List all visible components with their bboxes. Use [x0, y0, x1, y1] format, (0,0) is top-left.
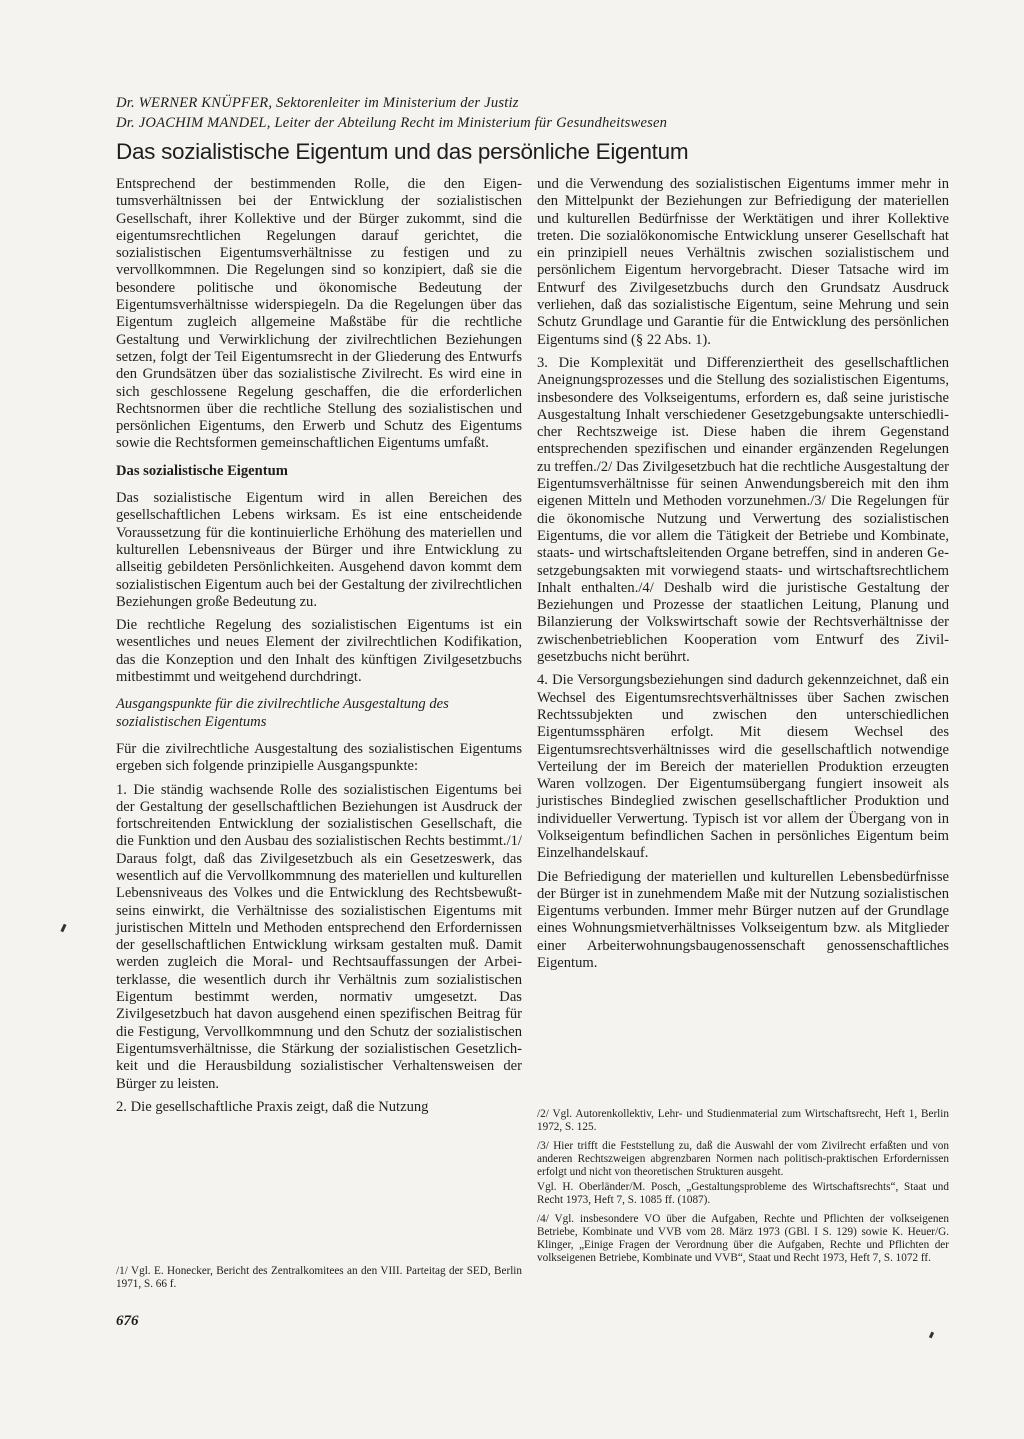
left-column	[116, 176, 522, 1122]
paragraph: Das sozialistische Eigentum wird in allen Bereichen des gesellschaftlichen Lebens wirksam. Es ist eine entscheidende Voraussetzung für die kontinuierliche Erhöhung des materiellen und kulturellen Lebensniveaus der Bürger und ihre Entwicklung zu allseitig gebildeten Persönlichkeiten. Ausgehend davon kommt dem sozialistischen Eigentum auch bei der Gestaltung der zivilrechtlichen Beziehungen große Bedeutung zu.	[116, 490, 522, 610]
page-number: 676	[116, 1313, 139, 1329]
paragraph: 1. Die ständig wachsende Rolle des sozialistischen Eigentums bei der Gestaltung der gesellschaftlichen Beziehungen ist Ausdruck der fortschreitenden Entwicklung der sozialistischen Gesellschaft, die die Funktion und den Ausbau des sozialistischen Rechts bestimmt./1/ Daraus folgt, daß das Zivilgesetzbuch als ein Gesetzeswerk, das wesentlich auf die Vervollkommnung des materiellen und kulturellen Lebensniveaus des Volkes und die Entwicklung des Rechtsbewußtseins einwirkt, die Verhältnisse des sozialistischen Eigentums mit juristischen Mitteln und Methoden entsprechend den Erfordernissen der gesellschaftlichen Entwicklung wirksam gestalten muß. Damit werden zugleich die Moral- und Rechtsauffassungen der Arbeiterklasse, die wesentlich durch ihr Verhältnis zum sozialistischen Eigentum bestimmt werden, normativ umgesetzt. Das Zivilgesetzbuch hat davon ausgehend einen spezifischen Beitrag für die Festigung, Vervollkommnung und den Schutz der sozialistischen Eigentumsverhältnisse, die Stärkung der sozialistischen Gesetzlichkeit und die Herausbildung sozialistischer Verhaltensweisen der Bürger zu leisten.	[116, 781, 522, 1092]
paragraph: 4. Die Versorgungsbeziehungen sind dadurch gekennzeichnet, daß ein Wechsel des Eigentumsrechtsverhältnisses über Sachen zwischen Rechtssubjekten und zwischen den unterschiedlichen Eigentumssphären erfolgt. Mit diesem Wechsel des Eigentumsrechtsverhältnisses wird die gesellschaftlich notwendige Verteilung der im Bereich der materiellen Produktion erzeugten Waren vollzogen. Der Eigentumsübergang fungiert insoweit als juristisches Bindeglied zwischen gesellschaftlicher Produktion und individueller Verwertung. Typisch ist vor allem der Übergang von in Volkseigentum befindlichen Sachen in persönliches Eigentum beim Einzelhandelskauf.	[537, 672, 949, 862]
author-line: Dr. JOACHIM MANDEL, Leiter der Abteilung Recht im Ministerium für Gesundheitswesen	[116, 115, 668, 131]
paragraph: 3. Die Komplexität und Differenziertheit des gesellschaftlichen Aneignungsprozesses und die Stellung des sozialistischen Eigentums, insbesondere des Volkseigentums, erfordern es, daß seine juristische Ausgestaltung Inhalt verschiedener Gesetzgebungsakte unterschiedlicher Rechtszweige ist. Diese haben die ihrem Gegenstand entsprechenden spezifischen und einander ergänzenden Regelungen zu treffen./2/ Das Zivilgesetzbuch hat die rechtliche Ausgestaltung der Eigentumsverhältnisse für seinen Anwendungsbereich mit den ihm eigenen Mitteln und Methoden vorzunehmen./3/ Die Regelungen für die ökonomische Nutzung und Verwertung des sozialistischen Eigentums, die vor allem die Tätigkeit der Betriebe und Kombinate, staats- und wirtschaftsleitenden Organe betreffen, sind in anderen Gesetzgebungsakten mit vorwiegend staats- und wirtschaftsrechtlichem Inhalt enthalten./4/ Deshalb wird die juristische Gestaltung der Beziehungen und Prozesse der staatlichen Leitung, Planung und Bilanzierung der Volkswirtschaft sowie der Rechtsverhältnisse der zwischenbetrieblichen Kooperation vom Entwurf des Zivilgesetzbuchs nicht berührt.	[537, 354, 949, 666]
footnotes-right	[537, 1108, 949, 1271]
paragraph: Die Befriedigung der materiellen und kulturellen Lebensbedürfnisse der Bürger ist in zunehmendem Maße mit der Nutzung sozialistischen Eigentums verbunden. Immer mehr Bürger nutzen auf der Grundlage eines Wohnungsmietverhältnisses Volkseigentum bzw. als Mitglieder einer Arbeiterwohnungsbaugenossenschaft genossenschaftliches Eigentum.	[537, 868, 949, 972]
article-title: Das sozialistische Eigentum und das persönliche Eigentum	[116, 139, 689, 164]
subsection-heading: Ausgangspunkte für die zivilrechtliche Ausgestaltung des sozialistischen Eigentums	[116, 696, 449, 730]
author-line: Dr. WERNER KNÜPFER, Sektorenleiter im Ministerium der Justiz	[116, 95, 519, 111]
paragraph: Entsprechend der bestimmenden Rolle, die den Eigentumsverhältnissen bei der Entwicklung der sozialistischen Gesellschaft, ihrer Kollektive und der Bürger zukommt, sind die eigentumsrechtlichen Regelungen darauf gerichtet, die sozialistischen Eigentumsverhältnisse zu festigen und zu vervollkommnen. Die Regelungen sind so konzipiert, daß sie die besondere politische und ökonomische Bedeutung der Eigentumsverhältnisse widerspiegeln. Da die Regelungen über das Eigentum zugleich allgemeine Maßstäbe für die rechtliche Gestaltung und Verwirklichung der zivilrechtlichen Beziehungen setzen, folgt der Teil Eigentumsrecht in der Gliederung des Entwurfs den Grundsätzen über das sozialistische Zivilrecht. Es wird eine in sich geschlossene Regelung geschaffen, die die erforderlichen Rechtsnormen über die rechtliche Stellung des sozialistischen und persönlichen Eigentums, den Erwerb und Schutz des Eigentums sowie die Rechtsformen gemeinschaftlichen Eigentums umfaßt.	[116, 176, 522, 452]
section-heading: Das sozialistische Eigentum	[116, 462, 288, 479]
author-lines	[116, 93, 836, 133]
scan-speck	[60, 924, 66, 933]
paragraph: 2. Die gesellschaftliche Praxis zeigt, daß die Nutzung	[116, 1098, 429, 1115]
footnotes-left	[116, 1265, 522, 1297]
right-column	[537, 176, 949, 978]
scan-speck	[929, 1332, 934, 1339]
paragraph: Die rechtliche Regelung des sozialistischen Eigentums ist ein wesentliches und neues Element der zivilrechtlichen Kodifikation, das die Konzeption und den Inhalt des künftigen Zivilgesetzbuchs mitbestimmt und weitgehend durchdringt.	[116, 617, 522, 686]
footnote: /2/ Vgl. Autorenkollektiv, Lehr- und Studienmaterial zum Wirtschaftsrecht, Heft 1, Berlin 1972, S. 125.	[537, 1108, 949, 1133]
footnote-continuation: Vgl. H. Oberländer/M. Posch, „Gestaltungsprobleme des Wirtschaftsrechts“, Staat und Recht 1973, Heft 7, S. 1085 ff. (1087).	[537, 1181, 949, 1206]
footnote: /3/ Hier trifft die Feststellung zu, daß die Auswahl der vom Zivilrecht erfaßten und von anderen Rechtszweigen abgrenzbaren Normen nach politisch-praktischen Erfordernissen erfolgt und nicht von theoretischen Strukturen ausgeht.	[537, 1140, 949, 1178]
paragraph: und die Verwendung des sozialistischen Eigentums immer mehr in den Mittelpunkt der Beziehungen zur Befriedigung der materiellen und kulturellen Bedürfnisse der Werktätigen und ihrer Kollektive treten. Die sozialökonomische Entwicklung unserer Gesellschaft hat ein prinzipiell neues Verhältnis zwischen sozialistischem und persönlichem Eigentum hervorgebracht. Dieser Tatsache wird im Entwurf des Zivilgesetzbuchs durch den Grundsatz Ausdruck verliehen, daß das sozialistische Eigentum, seine Mehrung und sein Schutz Grundlage und Garantie für die Entwicklung des persönlichen Eigentums sind (§ 22 Abs. 1).	[537, 176, 949, 348]
footnote: /1/ Vgl. E. Honecker, Bericht des Zentralkomitees an den VIII. Parteitag der SED, Berlin 1971, S. 66 f.	[116, 1265, 522, 1290]
paragraph: Für die zivilrechtliche Ausgestaltung des sozialistischen Eigentums ergeben sich folgende prinzipielle Ausgangspunkte:	[116, 740, 522, 775]
footnote: /4/ Vgl. insbesondere VO über die Aufgaben, Rechte und Pflichten der volkseigenen Betriebe, Kombinate und VVB vom 28. März 1973 (GBl. I S. 129) sowie K. Heuer/G. Klinger, „Einige Fragen der Verordnung über die Aufgaben, Rechte und Pflichten der volkseigenen Betriebe, Kombinate und VVB“, Staat und Recht 1973, Heft 7, S. 1072 ff.	[537, 1213, 949, 1264]
